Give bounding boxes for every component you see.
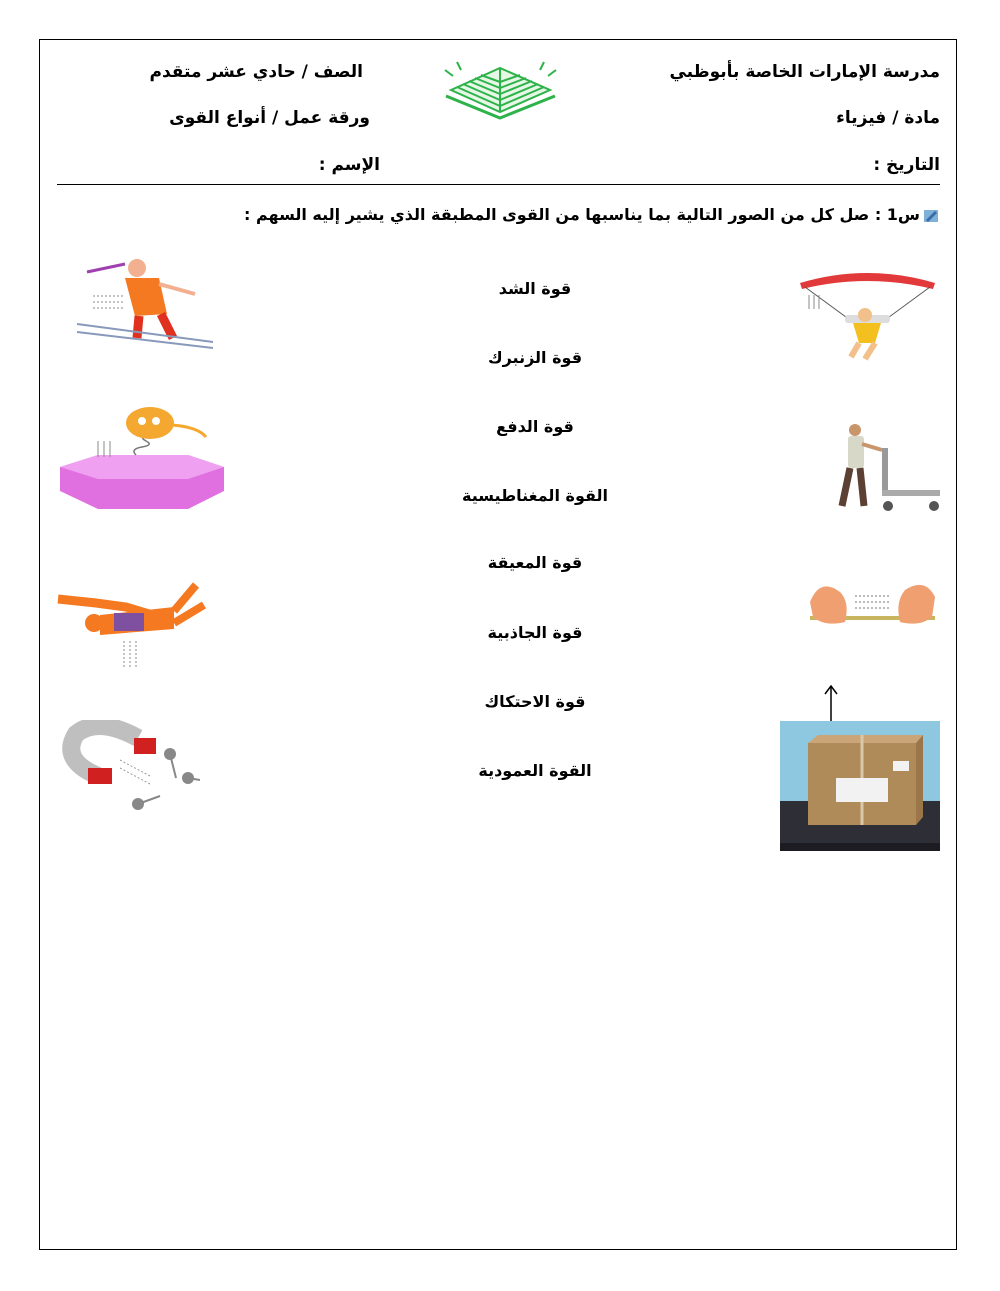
option-drag[interactable]: قوة المعيقة [487,553,583,572]
grade-label: الصف / حادي عشر متقدم [149,62,363,82]
school-name: مدرسة الإمارات الخاصة بأبوظبي [669,62,940,82]
option-magnetic[interactable]: القوة المغناطيسية [462,486,608,505]
pencil-icon [924,208,938,222]
hands-pulling-rope-image[interactable] [805,572,940,637]
subject-label: مادة / فيزياء [836,108,940,128]
option-friction[interactable]: قوة الاحتكاك [484,692,586,711]
option-push[interactable]: قوة الدفع [496,417,574,436]
date-label: التاريخ : [873,155,940,175]
question-text: س1 : صل كل من الصور التالية بما يناسبها من القوى المطبقة الذي يشير إليه السهم : [243,205,920,224]
skydiver-image[interactable] [56,575,211,670]
paraglider-image[interactable] [795,265,940,365]
worksheet-title: ورقة عمل / أنواع القوى [169,108,370,128]
header-divider [57,184,940,185]
horseshoe-magnet-image[interactable] [58,720,203,820]
question-1 [244,205,938,224]
book-logo-icon [443,60,558,120]
skier-image[interactable] [75,254,215,352]
option-normal[interactable]: القوة العمودية [478,761,592,780]
box-on-surface-image[interactable] [778,683,940,851]
man-pushing-cart-image[interactable] [830,418,942,513]
option-spring[interactable]: قوة الزنبرك [487,348,583,367]
creature-on-spring-image[interactable] [58,405,226,515]
option-gravity[interactable]: قوة الجاذبية [487,623,583,642]
name-label: الإسم : [318,155,380,175]
option-tension[interactable]: قوة الشد [498,279,572,298]
